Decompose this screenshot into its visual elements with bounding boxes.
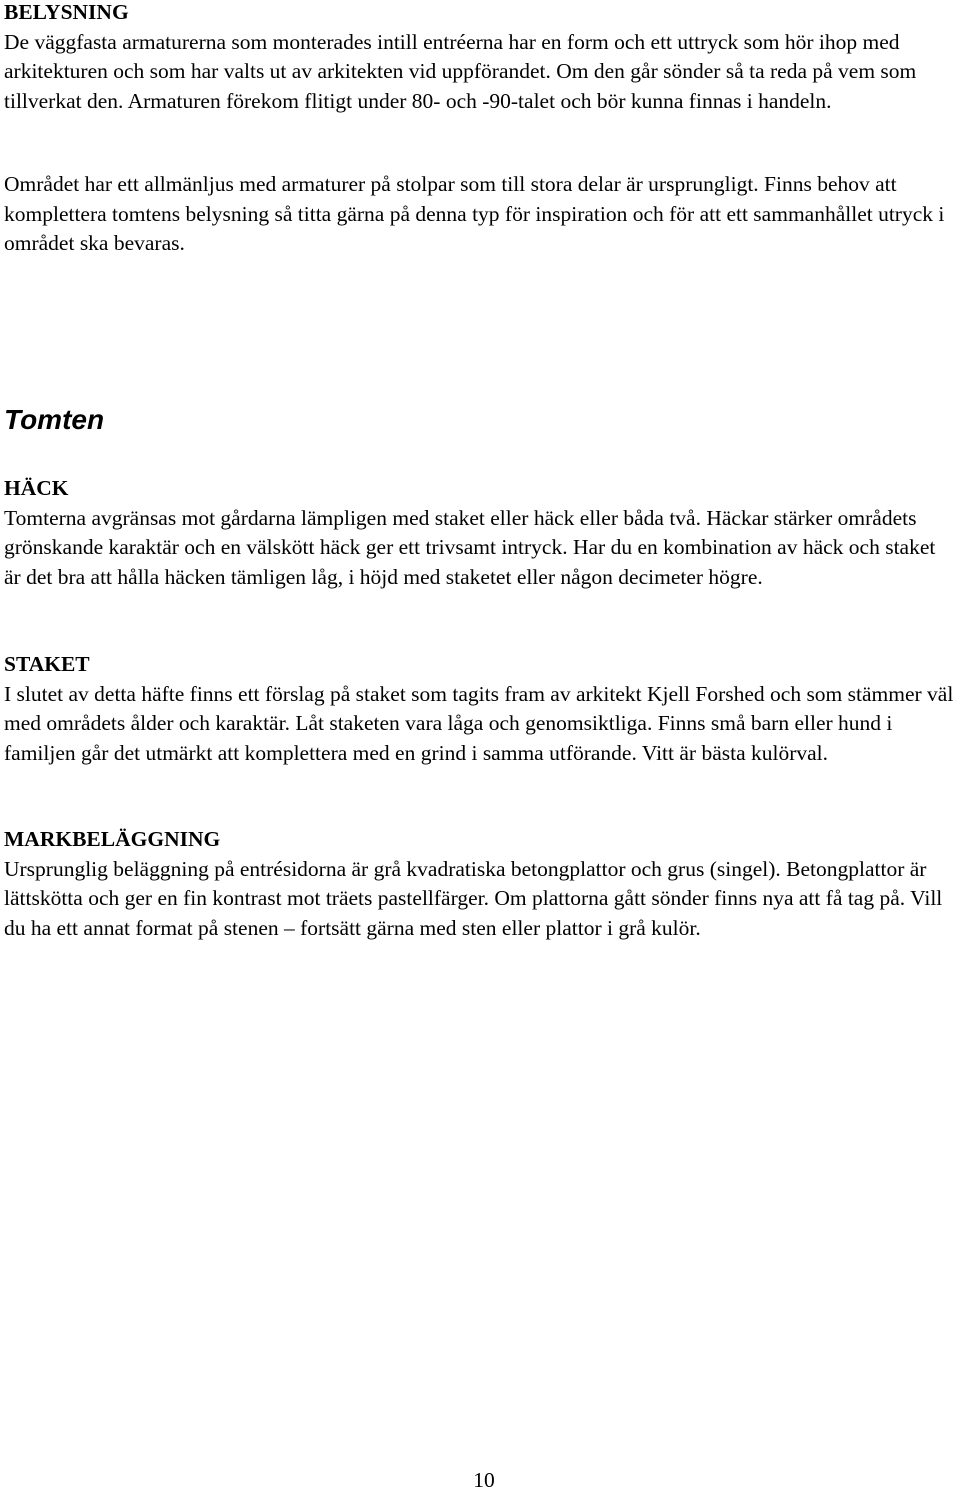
hack-heading: HÄCK (4, 476, 69, 500)
belysning-paragraph-2: Området har ett allmänljus med armaturer på stolpar som till stora delar är ursprungligt. Finns behov att komplettera tomtens belysning så titta gärna på denna typ för inspiration och för att ett sammanhållet utryck i området ska bevaras. (4, 172, 945, 256)
staket-paragraph: I slutet av detta häfte finns ett förslag på staket som tagits fram av arkitekt Kjell Forshed och som stämmer väl med områdets ålder och karaktär. Låt staketen vara låga och genomsiktliga. Finns små barn eller hund i familjen går det utmärkt att komplettera med en grind i samma utförande. Vitt är bästa kulörval. (4, 681, 954, 765)
staket-section (4, 650, 956, 768)
hack-section (4, 474, 956, 592)
belysning-section-2 (4, 170, 956, 259)
markbelaggning-section (4, 825, 956, 943)
markbelaggning-paragraph: Ursprunglig beläggning på entrésidorna är grå kvadratiska betongplattor och grus (singel). Betongplattor är lättskötta och ger en fin kontrast mot träets pastellfärger. Om plattorna gått sönder finns nya att få tag på. Vill du ha ett annat format på stenen – fortsätt gärna med sten eller plattor i grå kulör. (4, 856, 943, 940)
belysning-section (4, 0, 956, 116)
belysning-heading: BELYSNING (4, 0, 129, 24)
belysning-paragraph-1: De väggfasta armaturerna som monterades intill entréerna har en form och ett uttryck som hör ihop med arkitekturen och som har valts ut av arkitekten vid uppförandet. Om den går sönder så ta reda på vem som tillverkat den. Armaturen förekom flitigt under 80- och -90-talet och bör kunna finnas i handeln. (4, 29, 917, 113)
staket-heading: STAKET (4, 652, 90, 676)
section-title-tomten: Tomten (4, 404, 105, 435)
markbelaggning-heading: MARKBELÄGGNING (4, 827, 221, 851)
page-number: 10 (473, 1468, 495, 1492)
hack-paragraph: Tomterna avgränsas mot gårdarna lämpligen med staket eller häck eller båda två. Häckar stärker områdets grönskande karaktär och en välskött häck ger ett trivsamt intryck. Har du en kombination av häck och staket är det bra att hålla häcken tämligen låg, i höjd med staketet eller någon decimeter högre. (4, 505, 936, 589)
